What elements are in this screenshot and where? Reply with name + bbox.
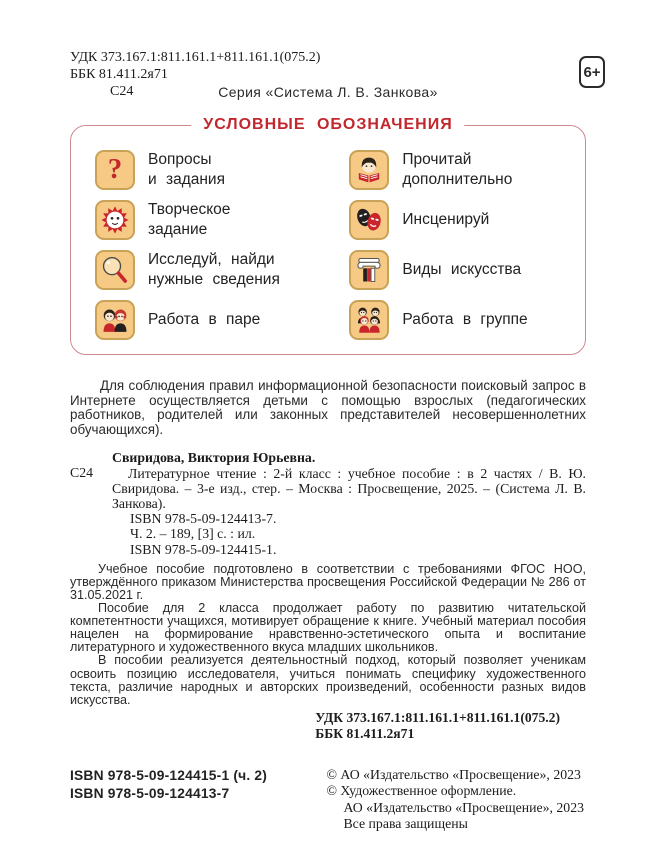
- legend-grid: [95, 146, 575, 344]
- legend-label: нужные сведения: [148, 271, 280, 288]
- author-sign-code-left: С24: [70, 465, 93, 481]
- legend-box: [70, 116, 586, 355]
- bibliographic-description: Литературное чтение : 2-й класс : учебное пособие : в 2 частях / В. Ю. Свиридова. – 3-е изд., стер. – Москва : Просвещение, 2025. – (Система Л. В. Занкова).: [112, 465, 586, 511]
- legend-label: Виды искусства: [402, 261, 522, 278]
- copyright-line: АО «Издательство «Просвещение», 2023: [343, 799, 584, 815]
- legend-label: Творческое: [148, 201, 231, 218]
- part-info: Ч. 2. – 189, [3] с. : ил.: [130, 526, 256, 542]
- theater-masks-icon: [349, 200, 389, 240]
- footer-isbn-block: [70, 767, 267, 833]
- legend-label: Прочитай: [402, 151, 472, 168]
- catalog-card: [70, 450, 586, 557]
- legend-item-questions: [95, 150, 349, 190]
- annotation-para-3: В пособии реализуется деятельностный подход, который позволяет ученикам освоить позицию исследователя, учиться понимать специфику художественного текста, различие народных и авторских произведений, особенности разных видов искусства.: [70, 653, 586, 707]
- legend-label: Инсценируй: [402, 211, 490, 228]
- copyright-block: [326, 767, 586, 833]
- question-mark-icon: ?: [95, 150, 135, 190]
- isbn-second: ISBN 978-5-09-124415-1.: [130, 541, 277, 557]
- internet-safety-note: Для соблюдения правил информационной безопасности поисковый запрос в Интернете осуществляется детьми с помощью взрослых (педагогических работников, родителей или законных представителей несовершеннолетних обучающихся).: [70, 378, 586, 437]
- pair-work-icon: [95, 300, 135, 340]
- legend-title: УСЛОВНЫЕ ОБОЗНАЧЕНИЯ: [191, 116, 464, 134]
- legend-item-group-work: [349, 300, 575, 340]
- annotation: [70, 563, 586, 707]
- legend-label: и задания: [148, 171, 225, 188]
- legend-label: дополнительно: [402, 171, 513, 188]
- legend-label: Работа в группе: [402, 311, 528, 328]
- legend-label: Работа в паре: [148, 311, 261, 328]
- legend-label: задание: [148, 221, 208, 238]
- age-rating-label: 6+: [583, 63, 601, 81]
- annotation-para-2: Пособие для 2 класса продолжает работу по развитию читательской компетентности учащихся, мотивирует обращение к книге. Учебный материал пособия нацелен на формирование нравственно-эстетического опыта и воспитание литературного и художественного вкуса младших школьников.: [70, 601, 586, 655]
- series-title: Серия «Система Л. В. Занкова»: [218, 84, 438, 100]
- footer: [70, 767, 586, 833]
- legend-item-read-more: [349, 150, 575, 190]
- copyright-line: Все права защищены: [343, 816, 468, 832]
- copyright-line: © АО «Издательство «Просвещение», 2023: [326, 766, 581, 782]
- udk-bbk-bottom-block: [315, 710, 560, 743]
- udk-bottom-line: УДК 373.167.1:811.161.1+811.161.1(075.2): [315, 709, 560, 725]
- copyright-line: © Художественное оформление.: [326, 783, 517, 799]
- bbk-top-line: ББК 81.411.2я71: [70, 66, 168, 82]
- legend-item-research: [95, 250, 349, 290]
- bbk-bottom-line: ББК 81.411.2я71: [315, 726, 415, 742]
- greek-column-icon: [349, 250, 389, 290]
- author-name: Свиридова, Виктория Юрьевна.: [112, 450, 316, 466]
- magnifier-icon: [95, 250, 135, 290]
- isbn-first: ISBN 978-5-09-124413-7.: [130, 511, 277, 527]
- udk-top-line: УДК 373.167.1:811.161.1+811.161.1(075.2): [70, 50, 321, 65]
- age-rating-badge: [579, 56, 605, 88]
- legend-item-art-kinds: [349, 250, 575, 290]
- annotation-para-1: Учебное пособие подготовлено в соответствии с требованиями ФГОС НОО, утверждённого приказом Министерства просвещения Российской Федерации № 286 от 31.05.2021 г.: [70, 561, 586, 602]
- legend-item-creative-task: [95, 200, 349, 240]
- group-work-icon: [349, 300, 389, 340]
- footer-isbn-part: ISBN 978-5-09-124415-1 (ч. 2): [70, 767, 268, 783]
- reading-child-icon: [349, 150, 389, 190]
- author-sign-code: С24: [110, 84, 134, 99]
- legend-item-dramatize: [349, 200, 575, 240]
- legend-item-pair-work: [95, 300, 349, 340]
- footer-isbn-full: ISBN 978-5-09-124413-7: [70, 785, 230, 801]
- code-series-line: [70, 84, 586, 101]
- sun-icon: [95, 200, 135, 240]
- legend-label: Исследуй, найди: [148, 251, 275, 268]
- legend-label: Вопросы: [148, 151, 212, 168]
